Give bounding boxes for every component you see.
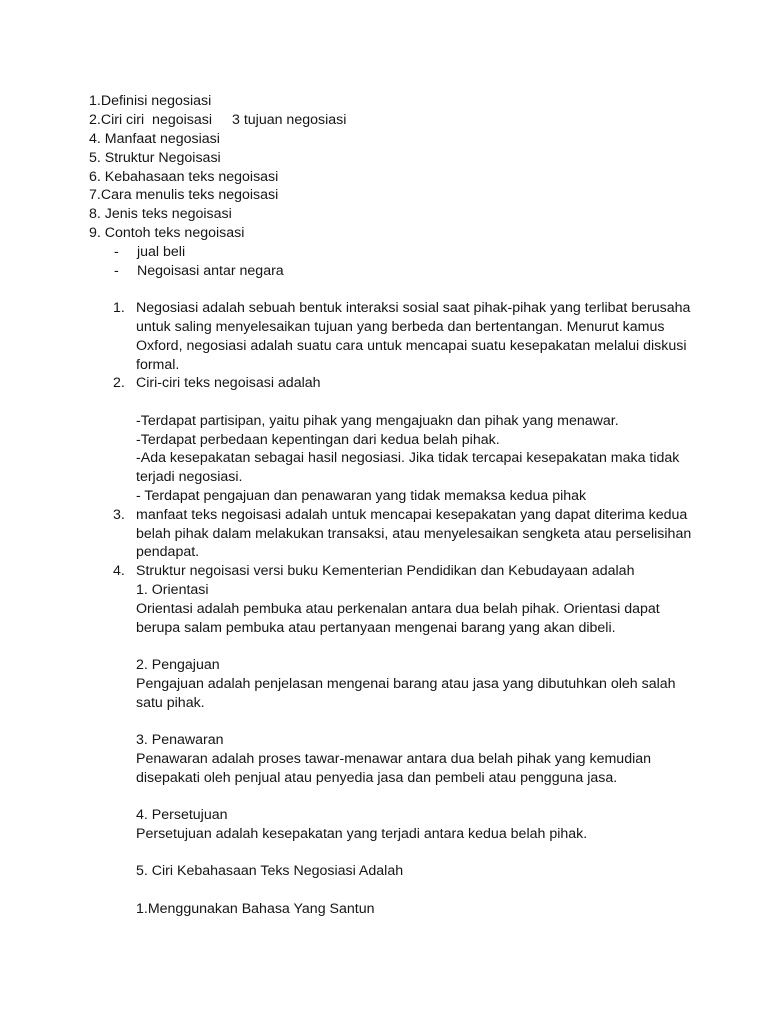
list-item: 1.Menggunakan Bahasa Yang Santun xyxy=(136,901,375,917)
outline-item-text: 2.Ciri ciri negoisasi xyxy=(89,112,212,128)
paragraph-line: Orientasi adalah pembuka atau perkenalan antara dua belah pihak. Orientasi dapat xyxy=(136,601,660,617)
paragraph-line: untuk saling menyelesaikan tujuan yang berbeda dan bertentangan. Menurut kamus xyxy=(136,319,665,335)
subsection-title: 1. Orientasi xyxy=(136,582,209,598)
paragraph-line: terjadi negosiasi. xyxy=(136,469,243,485)
outline-item: 9. Contoh teks negoisasi xyxy=(89,225,245,241)
outline-subitem: - jual beli xyxy=(114,244,186,260)
section-heading: Struktur negoisasi versi buku Kementerian Pendidikan dan Kebudayaan adalah xyxy=(136,563,635,579)
section-number: 2. xyxy=(113,375,125,391)
paragraph-line: - Terdapat pengajuan dan penawaran yang tidak memaksa kedua pihak xyxy=(136,488,587,504)
paragraph-line: -Ada kesepakatan sebagai hasil negosiasi. Jika tidak tercapai kesepakatan maka tidak xyxy=(136,450,680,466)
outline-item-tail: 3 tujuan negosiasi xyxy=(232,112,347,128)
paragraph-line: belah pihak dalam melakukan transaksi, atau menyelesaikan sengketa atau perselisihan xyxy=(136,526,692,542)
paragraph-line: Negosiasi adalah sebuah bentuk interaksi sosial saat pihak-pihak yang terlibat berusaha xyxy=(136,300,691,316)
paragraph-line: -Terdapat partisipan, yaitu pihak yang mengajuakn dan pihak yang menawar. xyxy=(136,413,619,429)
subsection-title: 2. Pengajuan xyxy=(136,657,220,673)
paragraph-line: berupa salam pembuka atau pertanyaan mengenai barang yang akan dibeli. xyxy=(136,620,616,636)
outline-item: 8. Jenis teks negoisasi xyxy=(89,206,232,222)
outline-subitem-text: jual beli xyxy=(137,244,186,260)
section-number: 3. xyxy=(113,507,125,523)
section-number: 1. xyxy=(113,300,125,316)
outline-item: 6. Kebahasaan teks negoisasi xyxy=(89,169,279,185)
paragraph-line: Penawaran adalah proses tawar-menawar antara dua belah pihak yang kemudian xyxy=(136,751,652,767)
outline-item xyxy=(89,111,346,129)
section-number: 4. xyxy=(113,563,125,579)
paragraph-line: Oxford, negosiasi adalah suatu cara untuk mencapai suatu kesepakatan melalui diskusi xyxy=(136,338,687,354)
paragraph-line: pendapat. xyxy=(136,544,200,560)
outline-subitem-text: Negoisasi antar negara xyxy=(137,263,284,279)
outline-item: 1.Definisi negosiasi xyxy=(89,93,212,109)
paragraph-line: disepakati oleh penjual atau penyedia jasa dan pembeli atau pengguna jasa. xyxy=(136,770,618,786)
outline-subitem: - Negoisasi antar negara xyxy=(114,263,284,279)
outline-item: 4. Manfaat negosiasi xyxy=(89,131,220,147)
paragraph-line: Pengajuan adalah penjelasan mengenai barang atau jasa yang dibutuhkan oleh salah xyxy=(136,676,676,692)
subsection-title: 3. Penawaran xyxy=(136,732,224,748)
subsection-title: 4. Persetujuan xyxy=(136,807,228,823)
section-heading: 5. Ciri Kebahasaan Teks Negosiasi Adalah xyxy=(136,863,404,879)
paragraph-line: manfaat teks negoisasi adalah untuk mencapai kesepakatan yang dapat diterima kedua xyxy=(136,507,688,523)
outline-item: 5. Struktur Negoisasi xyxy=(89,150,221,166)
paragraph-line: Persetujuan adalah kesepakatan yang terjadi antara kedua belah pihak. xyxy=(136,826,588,842)
section-heading: Ciri-ciri teks negoisasi adalah xyxy=(136,375,321,391)
paragraph-line: formal. xyxy=(136,357,180,373)
paragraph-line: satu pihak. xyxy=(136,695,205,711)
paragraph-line: -Terdapat perbedaan kepentingan dari kedua belah pihak. xyxy=(136,432,500,448)
outline-item: 7.Cara menulis teks negoisasi xyxy=(89,187,279,203)
